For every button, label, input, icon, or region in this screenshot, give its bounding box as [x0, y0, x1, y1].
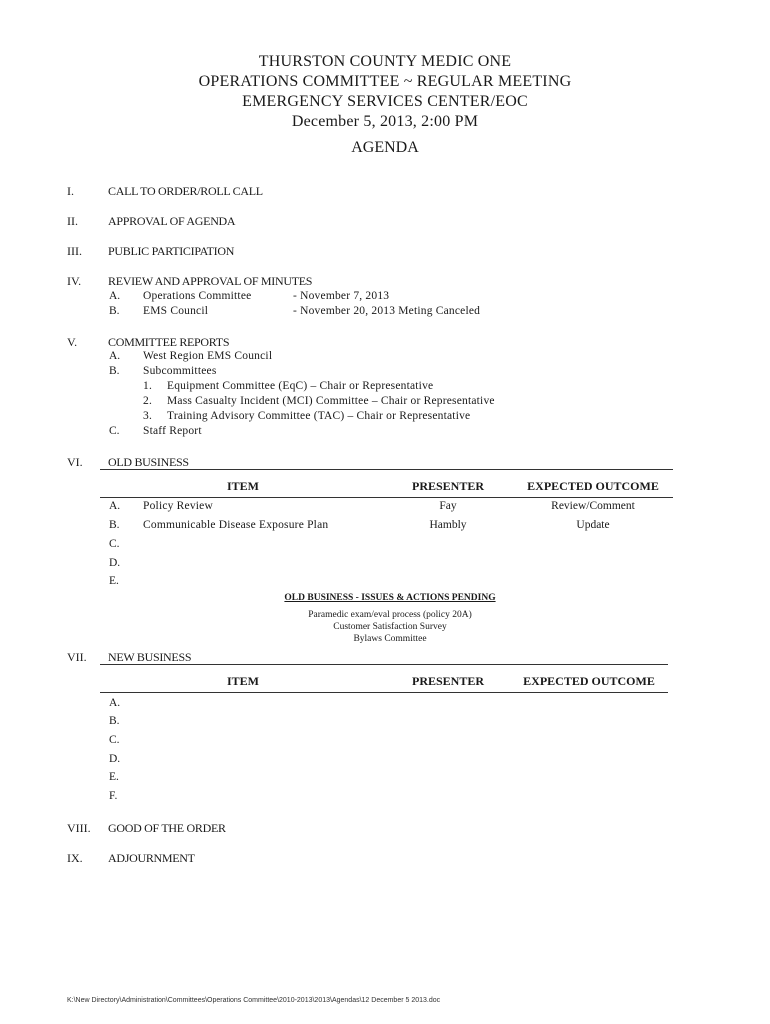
minutes-item-name: EMS Council	[143, 305, 209, 317]
document-header	[0, 52, 770, 132]
section-number: I.	[67, 184, 74, 198]
section-number: VI.	[67, 455, 83, 469]
minutes-item-name: Operations Committee	[143, 290, 252, 302]
subcommittee-item: Equipment Committee (EqC) – Chair or Representative	[167, 380, 434, 392]
report-item: Subcommittees	[143, 365, 217, 377]
table-row-letter: D.	[109, 753, 121, 765]
table-row-letter: E.	[109, 575, 119, 587]
table-row-letter: C.	[109, 538, 120, 550]
pending-issues-title: OLD BUSINESS - ISSUES & ACTIONS PENDING	[284, 593, 496, 603]
section-title: CALL TO ORDER/ROLL CALL	[108, 184, 263, 198]
table-row-letter: B.	[109, 715, 120, 727]
table-cell-outcome: Update	[576, 519, 610, 531]
minutes-item-detail: - November 20, 2013 Meting Canceled	[293, 305, 481, 317]
section-title: GOOD OF THE ORDER	[108, 821, 226, 835]
section-number: IX.	[67, 851, 83, 865]
table-row-letter: C.	[109, 734, 120, 746]
section-title: OLD BUSINESS	[108, 455, 189, 469]
report-item: Staff Report	[143, 425, 202, 437]
org-name: THURSTON COUNTY MEDIC ONE	[258, 53, 512, 70]
subcommittee-item: Training Advisory Committee (TAC) – Chair or Representative	[167, 410, 471, 422]
table-header-rule	[100, 692, 668, 693]
table-row-letter: A.	[109, 500, 121, 512]
meeting-name: OPERATIONS COMMITTEE ~ REGULAR MEETING	[198, 73, 572, 90]
item-letter: A.	[109, 350, 121, 362]
item-letter: A.	[109, 290, 121, 302]
section-number: III.	[67, 244, 82, 258]
column-header-item: ITEM	[226, 674, 259, 688]
subcommittee-number: 2.	[143, 395, 153, 407]
table-row-letter: E.	[109, 771, 119, 783]
table-row-letter: B.	[109, 519, 120, 531]
file-path-footer: K:\New Directory\Administration\Committees\Operations Committee\2010-2013\2013\Agendas\12 December 5 2013.doc	[67, 997, 441, 1004]
item-letter: B.	[109, 305, 120, 317]
subcommittee-item: Mass Casualty Incident (MCI) Committee – Chair or Representative	[167, 395, 495, 407]
section-title: COMMITTEE REPORTS	[108, 335, 230, 349]
column-header-presenter: PRESENTER	[411, 479, 485, 493]
subcommittee-number: 1.	[143, 380, 153, 392]
table-top-rule	[100, 664, 668, 665]
pending-issue: Paramedic exam/eval process (policy 20A)	[308, 610, 472, 620]
table-row-letter: F.	[109, 790, 118, 802]
section-number: VII.	[67, 650, 87, 664]
section-number: II.	[67, 214, 78, 228]
table-cell-item: Policy Review	[143, 500, 213, 512]
table-cell-presenter: Fay	[439, 500, 457, 512]
item-letter: B.	[109, 365, 120, 377]
section-title: NEW BUSINESS	[108, 650, 192, 664]
section-number: V.	[67, 335, 78, 349]
pending-issue: Customer Satisfaction Survey	[333, 622, 447, 632]
table-row-letter: D.	[109, 557, 121, 569]
table-cell-item: Communicable Disease Exposure Plan	[143, 519, 329, 531]
agenda-title: AGENDA	[351, 139, 419, 156]
pending-issue: Bylaws Committee	[353, 634, 427, 644]
table-row-letter: A.	[109, 697, 121, 709]
column-header-item: ITEM	[226, 479, 259, 493]
section-number: IV.	[67, 274, 82, 288]
column-header-presenter: PRESENTER	[411, 674, 485, 688]
section-title: ADJOURNMENT	[108, 851, 195, 865]
section-number: VIII.	[67, 821, 91, 835]
report-item: West Region EMS Council	[143, 350, 273, 362]
meeting-date: December 5, 2013, 2:00 PM	[291, 113, 479, 130]
item-letter: C.	[109, 425, 120, 437]
column-header-outcome: EXPECTED OUTCOME	[523, 674, 655, 688]
column-header-outcome: EXPECTED OUTCOME	[527, 479, 659, 493]
table-header-rule	[100, 497, 673, 498]
minutes-item-detail: - November 7, 2013	[293, 290, 390, 302]
table-top-rule	[100, 469, 673, 470]
section-title: APPROVAL OF AGENDA	[108, 214, 236, 228]
section-title: REVIEW AND APPROVAL OF MINUTES	[108, 274, 313, 288]
subcommittee-number: 3.	[143, 410, 153, 422]
table-cell-outcome: Review/Comment	[551, 500, 635, 512]
section-title: PUBLIC PARTICIPATION	[108, 244, 235, 258]
meeting-location: EMERGENCY SERVICES CENTER/EOC	[242, 93, 528, 110]
table-cell-presenter: Hambly	[429, 519, 467, 531]
